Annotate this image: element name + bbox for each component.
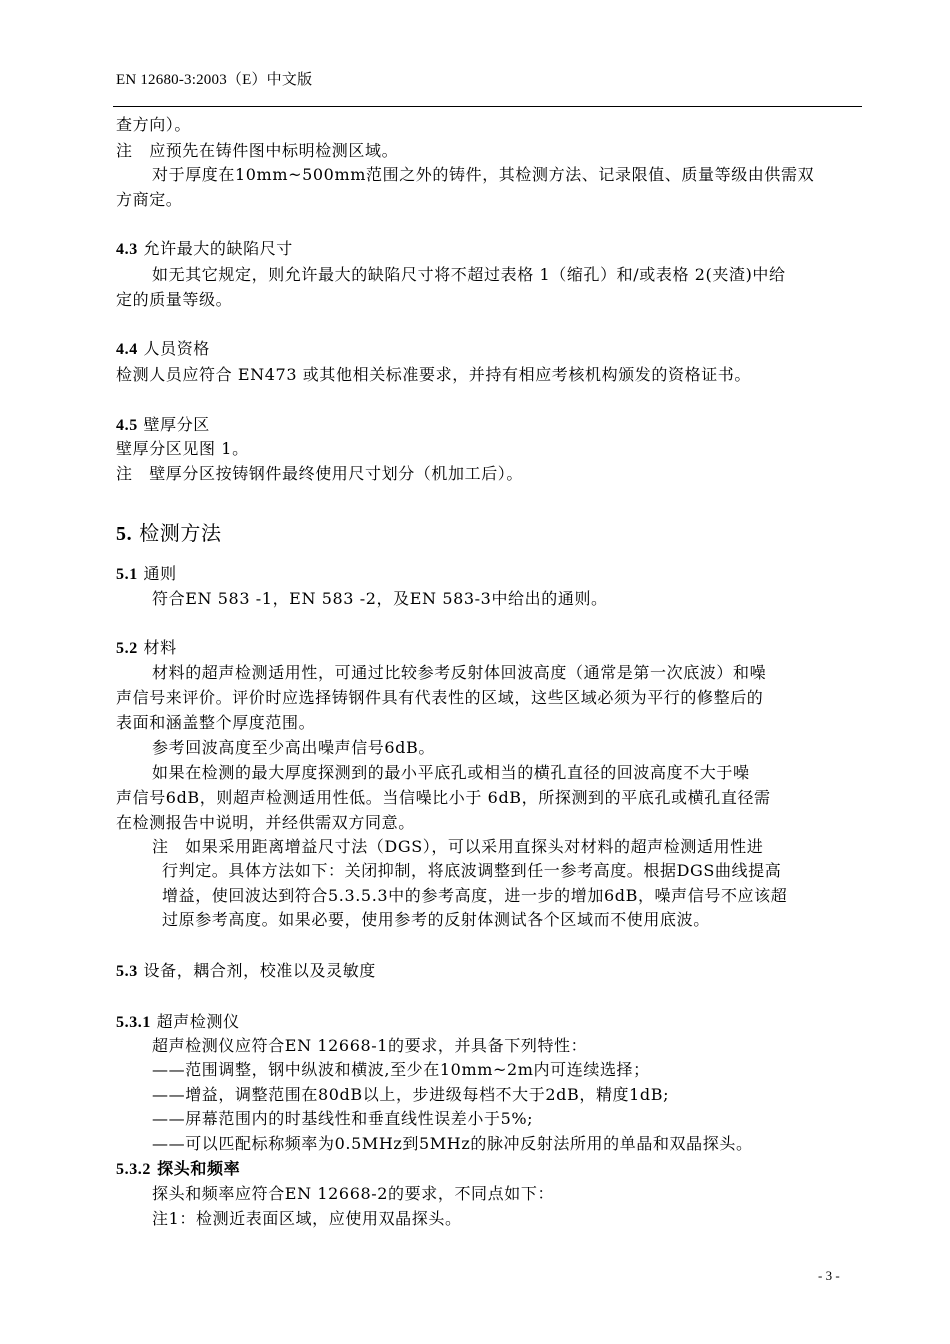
section-heading-5-3-2 — [116, 1158, 240, 1181]
text-line: 方商定。 — [116, 190, 183, 209]
text-line: 如无其它规定，则允许最大的缺陷尺寸将不超过表格 1（缩孔）和/或表格 2(夹渣)中给 — [152, 265, 786, 284]
section-heading-5-2 — [116, 637, 177, 660]
note-line: 注 应预先在铸件图中标明检测区域。 — [116, 141, 399, 160]
text-line: 定的质量等级。 — [116, 290, 233, 309]
text-line: 符合EN 583 -1，EN 583 -2，及EN 583-3中给出的通则。 — [152, 589, 608, 608]
section-title: 设备，耦合剂，校准以及灵敏度 — [137, 961, 376, 980]
section-number: 4.3 — [116, 241, 138, 258]
section-heading-5 — [116, 520, 222, 547]
section-heading-4-4 — [116, 338, 210, 361]
section-number: 5.1 — [116, 566, 138, 583]
section-number: 5.3.1 — [116, 1014, 151, 1031]
section-title: 超声检测仪 — [151, 1012, 240, 1031]
text-line: 如果在检测的最大厚度探测到的最小平底孔或相当的横孔直径的回波高度不大于噪 — [152, 763, 750, 782]
list-item: ——可以匹配标称频率为0.5MHz到5MHz的脉冲反射法所用的单晶和双晶探头。 — [152, 1134, 753, 1153]
section-number: 4.4 — [116, 341, 138, 358]
section-number: 5.2 — [116, 640, 138, 657]
section-heading-5-3-1 — [116, 1011, 240, 1034]
text-line: 参考回波高度至少高出噪声信号6dB。 — [152, 738, 435, 757]
note-line: 注1：检测近表面区域，应使用双晶探头。 — [152, 1209, 462, 1228]
section-number: 4.5 — [116, 417, 138, 434]
text-line: 声信号6dB，则超声检测适用性低。当信噪比小于 6dB，所探测到的平底孔或横孔直径需 — [116, 788, 771, 807]
section-title: 检测方法 — [132, 521, 222, 545]
list-item: ——范围调整，钢中纵波和横波,至少在10mm~2m内可连续选择； — [152, 1060, 650, 1079]
note-line: 注 如果采用距离增益尺寸法（DGS），可以采用直探头对材料的超声检测适用性进 — [152, 837, 764, 856]
note-line: 行判定。具体方法如下：关闭抑制，将底波调整到任一参考高度。根据DGS曲线提高 — [162, 861, 782, 880]
page-number: - 3 - — [818, 1268, 840, 1283]
section-heading-5-1 — [116, 563, 177, 586]
section-number: 5.3.2 — [116, 1161, 151, 1178]
list-item: ——增益，调整范围在80dB以上，步进级每档不大于2dB，精度1dB; — [152, 1085, 670, 1104]
text-line: 查方向）。 — [116, 115, 192, 134]
section-title: 通则 — [137, 564, 177, 583]
text-line: 探头和频率应符合EN 12668-2的要求，不同点如下： — [152, 1184, 555, 1203]
page-header: EN 12680-3:2003（E）中文版 — [116, 72, 313, 88]
text-line: 对于厚度在10mm~500mm范围之外的铸件，其检测方法、记录限值、质量等级由供需双 — [152, 165, 815, 184]
section-heading-4-5 — [116, 414, 210, 437]
text-line: 在检测报告中说明，并经供需双方同意。 — [116, 813, 415, 832]
text-line: 表面和涵盖整个厚度范围。 — [116, 713, 316, 732]
section-title: 允许最大的缺陷尺寸 — [137, 239, 293, 258]
text-line: 壁厚分区见图 1。 — [116, 439, 249, 458]
text-line: 声信号来评价。评价时应选择铸钢件具有代表性的区域，这些区域必须为平行的修整后的 — [116, 688, 764, 707]
text-line: 检测人员应符合 EN473 或其他相关标准要求，并持有相应考核机构颁发的资格证书。 — [116, 365, 751, 384]
section-title: 壁厚分区 — [137, 415, 210, 434]
header-rule — [113, 106, 862, 107]
note-line: 注 壁厚分区按铸钢件最终使用尺寸划分（机加工后）。 — [116, 464, 524, 483]
list-item: ——屏幕范围内的时基线性和垂直线性误差小于5%; — [152, 1109, 534, 1128]
section-number: 5.3 — [116, 963, 138, 980]
text-line: 材料的超声检测适用性，可通过比较参考反射体回波高度（通常是第一次底波）和噪 — [152, 663, 767, 682]
section-title: 材料 — [137, 638, 177, 657]
section-title: 人员资格 — [137, 339, 210, 358]
section-number: 5. — [116, 523, 133, 545]
note-line: 过原参考高度。如果必要，使用参考的反射体测试各个区域而不使用底波。 — [162, 910, 710, 929]
section-title: 探头和频率 — [151, 1159, 241, 1178]
text-line: 超声检测仪应符合EN 12668-1的要求，并具备下列特性： — [152, 1036, 588, 1055]
section-heading-5-3 — [116, 960, 376, 983]
section-heading-4-3 — [116, 238, 293, 261]
note-line: 增益，使回波达到符合5.3.5.3中的参考高度，进一步的增加6dB，噪声信号不应该超 — [162, 886, 788, 905]
